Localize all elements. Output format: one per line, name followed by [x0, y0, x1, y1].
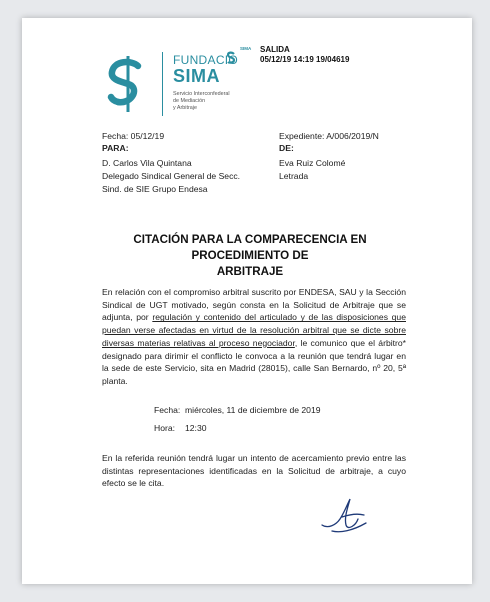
paragraph-underlined-text: diversas materias relativas al proceso negociador	[102, 337, 295, 348]
paragraph-line: planta.	[102, 375, 128, 386]
paragraph-text: , le comunico que el árbitro*	[294, 337, 407, 348]
paragraph-line: distintas representaciones identificadas en la Solicitud de arbitraje, a cuyo	[102, 465, 406, 476]
recipient-line: Delegado Sindical General de Secc.	[102, 171, 241, 181]
paragraph-line: En relación con el compromiso arbitral suscrito por ENDESA, SAU y la Sección	[102, 287, 406, 297]
paragraph-line: En la referida reunión tendrá lugar un intento de acercamiento previo entre las	[102, 453, 406, 463]
stamp-detail: 05/12/19 14:19 19/04619	[260, 55, 350, 64]
logo-tagline-line: Servicio Interconfederal	[173, 91, 230, 97]
sender-block	[279, 157, 345, 183]
paragraph-main	[102, 286, 406, 388]
logo-tagline	[173, 91, 230, 112]
fecha-line: Fecha: 05/12/19	[102, 131, 165, 141]
paragraph-line: efecto se le cita.	[102, 478, 165, 489]
logo-small-s-icon	[225, 51, 237, 65]
meeting-date-value: miércoles, 11 de diciembre de 2019	[185, 405, 321, 415]
de-label: DE:	[279, 143, 294, 153]
paragraph-text: adjunta, por	[102, 312, 153, 323]
para-label: PARA:	[102, 143, 129, 153]
stamp-label: SALIDA	[260, 45, 290, 54]
sender-line: Letrada	[279, 171, 309, 181]
paragraph-line: Sindical de UGT motivado, según consta en la Solicitud de Arbitraje que se	[102, 299, 406, 310]
sender-line: Eva Ruiz Colomé	[279, 158, 346, 168]
logo-divider	[162, 52, 163, 116]
logo-foundation-text: FUNDACIO	[173, 53, 239, 67]
expediente-line: Expediente: A/006/2019/N	[279, 131, 379, 141]
meeting-time-value: 12:30	[185, 423, 207, 433]
paragraph-closing	[102, 452, 406, 490]
paragraph-line: la sede de este Servicio, sita en Madrid (28015), calle San Bernardo, nº 20, 5ª	[102, 363, 406, 374]
signature-icon	[318, 495, 370, 537]
paragraph-underlined-line: puedan verse afectadas en virtud de la resolución arbitral que se dicte sobre	[102, 325, 406, 336]
recipient-line: Sind. de SIE Grupo Endesa	[102, 184, 208, 194]
sima-logo-icon	[102, 52, 154, 116]
paragraph-line	[102, 311, 406, 324]
title-line: CITACIÓN PARA LA COMPARECENCIA EN PROCEDIMIENTO DE	[133, 233, 367, 262]
document-page	[22, 18, 472, 584]
meeting-date-label: Fecha:	[154, 405, 181, 415]
title-line: ARBITRAJE	[216, 265, 284, 278]
logo-name: SIMA	[173, 66, 220, 86]
paragraph-underlined-text: regulación y contenido del articulado y de las disposiciones que	[152, 312, 406, 323]
meeting-time-label: Hora:	[154, 423, 176, 433]
logo-tagline-line: de Mediación	[173, 98, 206, 104]
paragraph-line: designado para dirimir el conflicto le convoca a la reunión que tendrá lugar en	[102, 350, 406, 361]
recipient-block	[102, 157, 240, 196]
document-title	[90, 232, 410, 280]
paragraph-line	[102, 337, 406, 350]
logo-tagline-line: y Arbitraje	[173, 105, 197, 111]
recipient-line: D. Carlos Vila Quintana	[102, 158, 192, 168]
stamp-mark: SIMA	[240, 46, 252, 51]
